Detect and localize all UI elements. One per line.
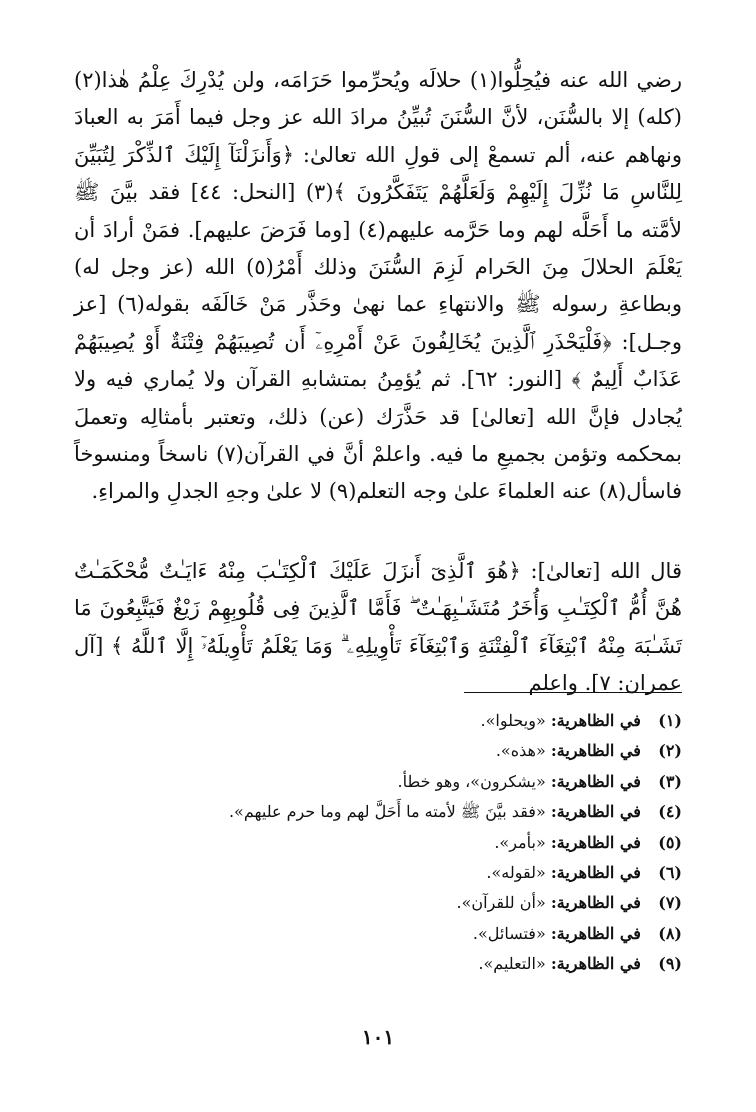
footnote-source: في الظاهرية: bbox=[550, 771, 641, 791]
footnote-text: «بأمر». bbox=[494, 832, 546, 852]
footnote-number: (٤) bbox=[658, 802, 682, 822]
footnote-number: (٧) bbox=[658, 893, 682, 913]
footnote-number: (١) bbox=[658, 711, 682, 730]
page-number: ١٠١ bbox=[361, 1025, 395, 1049]
footnote-number: (٣) bbox=[658, 771, 682, 791]
footnote-number: (٢) bbox=[658, 741, 682, 761]
footnote-source: في الظاهرية: bbox=[550, 893, 641, 913]
footnote-number: (٦) bbox=[658, 863, 682, 883]
footnote-source: في الظاهرية: bbox=[550, 832, 641, 852]
footnote-text: «ويحلوا». bbox=[480, 711, 546, 730]
footnote-text: «يشكرون»، وهو خطأ. bbox=[397, 771, 546, 791]
footnotes bbox=[74, 706, 682, 980]
footnote-item bbox=[74, 949, 682, 979]
footnote-item bbox=[74, 858, 682, 888]
footnote-text: «هذه». bbox=[495, 741, 546, 761]
footnote-item bbox=[74, 888, 682, 918]
main-text bbox=[74, 62, 682, 703]
footnote-item bbox=[74, 828, 682, 858]
footnote-item bbox=[74, 736, 682, 766]
footnote-number: (٩) bbox=[658, 954, 682, 974]
footnote-item bbox=[74, 767, 682, 797]
footnote-text: «أن للقرآن». bbox=[456, 893, 546, 913]
footnote-item bbox=[74, 797, 682, 827]
footnote-number: (٨) bbox=[658, 923, 682, 943]
footnote-item bbox=[74, 706, 682, 736]
footnote-number: (٥) bbox=[658, 832, 682, 852]
footnote-source: في الظاهرية: bbox=[550, 802, 641, 822]
footnote-separator bbox=[464, 692, 682, 693]
footnote-source: في الظاهرية: bbox=[550, 711, 641, 730]
footnote-source: في الظاهرية: bbox=[550, 863, 641, 883]
footnote-source: في الظاهرية: bbox=[550, 954, 641, 974]
page-body bbox=[74, 62, 682, 703]
footnote-text: «التعليم». bbox=[478, 954, 546, 974]
footnote-text: «لقوله». bbox=[486, 863, 546, 883]
main-paragraph-1: رضي الله عنه فيُحِلُّوا(١) حلالَه ويُحرِّموا حَرَامَه، ولن يُدْرِكَ عِلْمُ هٰذا(٢) (كله) إلا بالسُّنَن، لأنَّ السُّنَنَ تُبيِّنُ مرادَ الله عز وجل فيما أَمَرَ به العبادَ ونهاهم عنه، ألم تسمعْ إلى قولِ الله تعالىٰ: ﴿وَأَنزَلْنَآ إِلَيْكَ ٱلذِّكْرَ لِتُبَيِّنَ لِلنَّاسِ مَا نُزِّلَ إِلَيْهِمْ وَلَعَلَّهُمْ يَتَفَكَّرُونَ ﴾(٣) [النحل: ٤٤] فقد بيَّنَ ﷺ لأمَّته ما أَحَلَّه لهم وما حَرَّمه عليهم(٤) [وما فَرَضَ عليهم]. فمَنْ أرادَ أن يَعْلَمَ الحلالَ مِنَ الحَرام لَزِمَ السُّنَنَ وذلك أَمْرُ(٥) الله (عز وجل له) وبطاعةِ رسوله ﷺ والانتهاءِ عما نهىٰ وحَذَّر مَنْ خَالَفَه بقوله(٦) [عز وجـل]: ﴿فَلْيَحْذَرِ ٱلَّذِينَ يُخَالِفُونَ عَنْ أَمْرِهِۦٓ أَن تُصِيبَهُمْ فِتْنَةٌ أَوْ يُصِيبَهُمْ عَذَابٌ أَلِيمٌ ﴾ [النور: ٦٢]. ثم يُؤمِنُ بمتشابهِ القرآن ولا يُماري فيه ولا يُجادل فإنَّ الله [تعالىٰ] قد حَذَّرَك (عن) ذلك، وتعتبر بأمثالِه وتعملَ بمحكمه وتؤمن بجميعِ ما فيه. واعلمْ أنَّ في القرآن(٧) ناسخاً ومنسوخاً فاسأل(٨) عنه العلماءَ علىٰ وجه التعلم(٩) لا علىٰ وجهِ الجدلِ والمراءِ. bbox=[74, 68, 682, 504]
footnote-source: في الظاهرية: bbox=[550, 923, 641, 943]
footnote-source: في الظاهرية: bbox=[550, 741, 641, 761]
main-paragraph-2: قال الله [تعالىٰ]: ﴿هُوَ ٱلَّذِىٓ أَنزَلَ عَلَيْكَ ٱلْكِتَـٰبَ مِنْهُ ءَايَـٰتٌ مُّحْكَمَـٰتٌ هُنَّ أُمُّ ٱلْكِتَـٰبِ وَأُخَرُ مُتَشَـٰبِهَـٰتٌ ۖ فَأَمَّا ٱلَّذِينَ فِى قُلُوبِهِمْ زَيْغٌ فَيَتَّبِعُونَ مَا تَشَـٰبَهَ مِنْهُ ٱبْتِغَآءَ ٱلْفِتْنَةِ وَٱبْتِغَآءَ تَأْوِيلِهِۦ ۗ وَمَا يَعْلَمُ تَأْوِيلَهُۥٓ إِلَّا ٱللَّهُ ﴾ [آل عمران: ٧]. واعلم bbox=[74, 558, 682, 696]
footnote-item bbox=[74, 919, 682, 949]
footnote-text: «فقد بيَّنَ ﷺ لأمته ما أَحَلَّ لهم وما حرم عليهم». bbox=[228, 802, 546, 822]
footnote-text: «فتسائل». bbox=[472, 923, 546, 943]
